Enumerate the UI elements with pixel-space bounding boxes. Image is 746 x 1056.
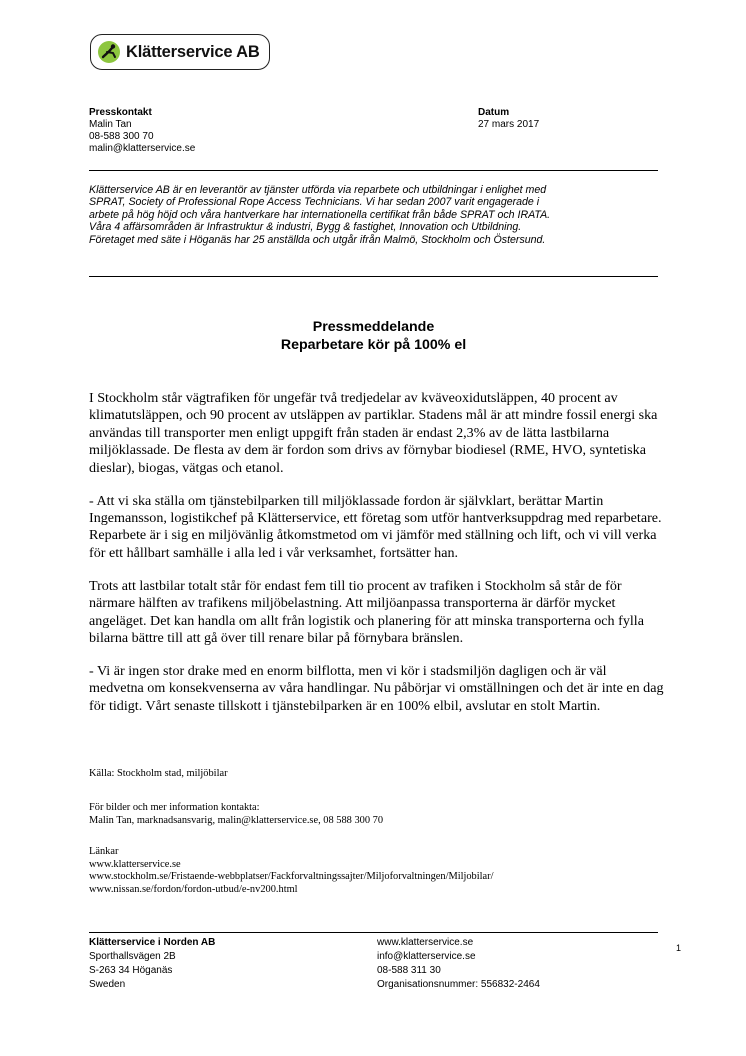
body-paragraph: Trots att lastbilar totalt står för endast fem till tio procent av trafiken i Stockholm så står de för närmare hälften av trafikens miljöbelastning. Att miljöanpassa transporterna är därför mycket angeläget. Det kan handla om allt från logistik och planering för att minska transporterna och fylla bilarna bättre till att gå över till renare bilar på förnybara bränslen. [89,577,644,647]
press-contact-phone: 08-588 300 70 [89,131,154,142]
more-info [89,802,669,827]
footer-address [89,936,215,992]
more-info-line: Malin Tan, marknadsansvarig, malin@klatterservice.se, 08 588 300 70 [89,814,384,826]
date-label: Datum [478,107,510,118]
more-info-heading: För bilder och mer information kontakta: [89,802,260,813]
date-block [478,107,539,131]
about-line: SPRAT, Society of Professional Rope Access Technicians. Vi har sedan 2007 varit engagerade i [89,196,540,209]
footer-contact [377,936,540,992]
about-line: Våra 4 affärsområden är Infrastruktur & industri, Bygg & fastighet, Innovation och Utbildning. [89,221,522,234]
title-line-2: Reparbetare kör på 100% el [280,337,467,353]
footer-street: Sporthallsvägen 2B [89,951,176,962]
logo-text: Klätterservice AB [126,42,260,61]
link-item[interactable]: www.nissan.se/fordon/fordon-utbud/e-nv200.html [89,883,298,895]
about-divider [89,276,658,277]
footer-postal: S-263 34 Höganäs [89,965,173,976]
footer-org-number: Organisationsnummer: 556832-2464 [377,979,540,990]
company-about [89,184,654,246]
footer-country: Sweden [89,979,126,990]
body-paragraph: I Stockholm står vägtrafiken för ungefär två tredjedelar av kväveoxidutsläppen, 40 procent av klimatutsläppen, och 90 procent av utsläppen av partiklar. Stadens mål är att mindre fossil energi ska användas till transporter men enligt uppgift från staden är endast 2,3% av de lätta lastbilarna miljöklassade. De flesta av dem är fordon som drivs av förnybar biodiesel (RME, HVO, syntetiska dieslar), biogas, vätgas och etanol. [89,390,658,476]
footer-divider [89,932,658,933]
press-contact [89,107,195,155]
press-contact-label: Presskontakt [89,107,152,118]
links-section [89,846,669,896]
link-item[interactable]: www.klatterservice.se [89,858,181,870]
press-contact-name: Malin Tan [89,119,132,130]
page-title [89,318,658,354]
article-body [89,390,664,731]
source-text: Källa: Stockholm stad, miljöbilar [89,768,228,779]
climber-logo-icon [97,40,121,64]
footer-phone: 08-588 311 30 [377,965,441,976]
footer-company: Klätterservice i Norden AB [89,937,216,948]
title-line-1: Pressmeddelande [312,319,435,335]
about-line: arbete på hög höjd och våra hantverkare har internationella certifikat från både SPRAT och IRATA. [89,208,551,221]
source-note [89,768,669,781]
about-line: Företaget med säte i Höganäs har 25 anställda och utgår ifrån Malmö, Stockholm och Östersund. [89,233,546,246]
links-heading: Länkar [89,846,119,857]
press-contact-email[interactable]: malin@klatterservice.se [89,143,196,154]
page-number: 1 [676,943,682,953]
company-logo [90,34,270,70]
footer-website[interactable]: www.klatterservice.se [377,937,474,948]
header-divider [89,170,658,171]
footer-email[interactable]: info@klatterservice.se [377,951,476,962]
about-line: Klätterservice AB är en leverantör av tjänster utförda via reparbete och utbildningar i enlighet med [89,184,547,196]
date-value: 27 mars 2017 [478,119,540,130]
body-paragraph: - Att vi ska ställa om tjänstebilparken till miljöklassade fordon är självklart, berättar Martin Ingemansson, logistikchef på Klätterservice, ett företag som utför hantverksuppdrag med reparbetare. Reparbete är i sig en miljövänlig åtkomstmetod om vi jämför med ställning och lift, och vi vill verka för ett hållbart samhälle i alla led i vår verksamhet, fortsätter han. [89,492,662,561]
body-paragraph: - Vi är ingen stor drake med en enorm bilflotta, men vi kör i stadsmiljön dagligen och är väl medvetna om konsekvenserna av våra handlingar. Nu påbörjar vi omställningen och det är inte en dag för tidigt. Vårt senaste tillskott i tjänstebilparken är en 100% elbil, avslutar en stolt Martin. [89,663,664,714]
link-item[interactable]: www.stockholm.se/Fristaende-webbplatser/Fackforvaltningssajter/Miljoforvaltningen/Miljobilar/ [89,871,494,882]
